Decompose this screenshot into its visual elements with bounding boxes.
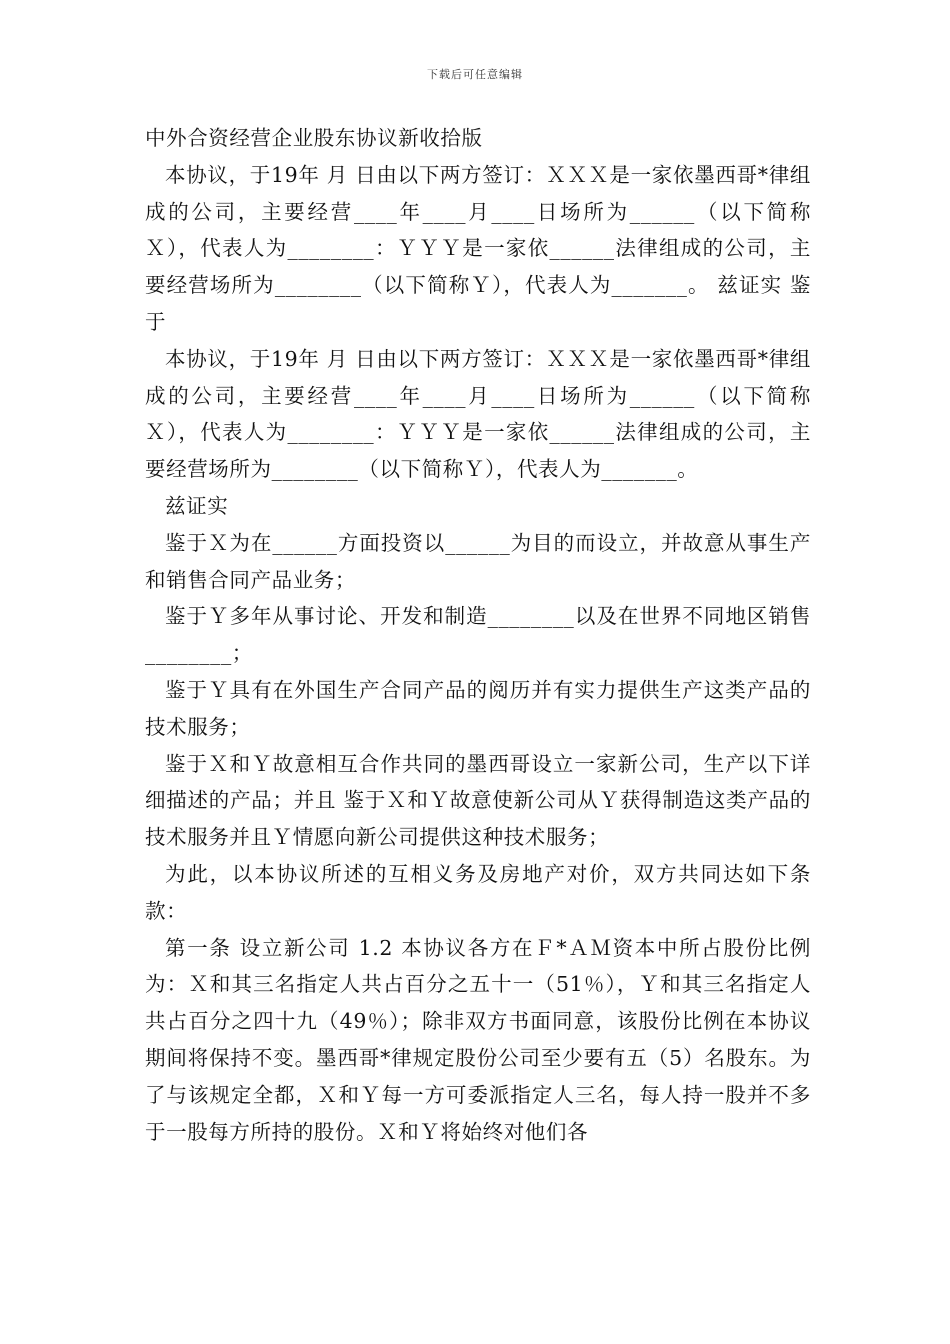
paragraph-agreement-intro-repeat: 本协议，于19年 月 日由以下两方签订：ＸＸＸ是一家依墨西哥*律组成的公司，主要经营____年____月____日场所为______（以下简称Ｘ），代表人为________：ＹＹＹ是一家依______法律组成的公司，主要经营场所为________（以下简称Ｙ），代表人为_______。 (145, 346, 811, 482)
document-title: 中外合资经营企业股东协议新收拾版 (145, 126, 483, 150)
paragraph-recital-y-experience: 鉴于Ｙ多年从事讨论、开发和制造________以及在世界不同地区销售________； (145, 604, 811, 666)
paragraph-recital-joint-venture: 鉴于Ｘ和Ｙ故意相互合作共同的墨西哥设立一家新公司，生产以下详细描述的产品；并且 鉴于Ｘ和Ｙ故意使新公司从Ｙ获得制造这类产品的技术服务并且Ｙ情愿向新公司提供这种技术服务； (145, 751, 811, 850)
paragraph-consideration: 为此，以本协议所述的互相义务及房地产对价，双方共同达如下条款： (145, 861, 811, 923)
paragraph-agreement-intro: 本协议，于19年 月 日由以下两方签订：ＸＸＸ是一家依墨西哥*律组成的公司，主要经营____年____月____日场所为______（以下简称Ｘ），代表人为________：ＹＹＹ是一家依______法律组成的公司，主要经营场所为________（以下简称Ｙ），代表人为_______。 兹证实 鉴于 (145, 162, 811, 334)
page-header-note: 下载后可任意编辑 (427, 68, 523, 81)
paragraph-witnesseth: 兹证实 (165, 493, 229, 518)
paragraph-article-one: 第一条 设立新公司 1.2 本协议各方在Ｆ*ＡＭ资本中所占股份比例为：Ｘ和其三名指定人共占百分之五十一（51％），Ｙ和其三名指定人共占百分之四十九（49％）；除非双方书面同意，该股份比例在本协议期间将保持不变。墨西哥*律规定股份公司至少要有五（5）名股东。为了与该规定全都，Ｘ和Ｙ每一方可委派指定人三名，每人持一股并不多于一股每方所持的股份。Ｘ和Ｙ将始终对他们各 (145, 935, 811, 1144)
document-body (145, 120, 811, 1150)
paragraph-recital-x: 鉴于Ｘ为在______方面投资以______为目的而设立，并故意从事生产和销售合同产品业务； (145, 530, 811, 592)
paragraph-recital-y-capability: 鉴于Ｙ具有在外国生产合同产品的阅历并有实力提供生产这类产品的技术服务； (145, 677, 811, 739)
